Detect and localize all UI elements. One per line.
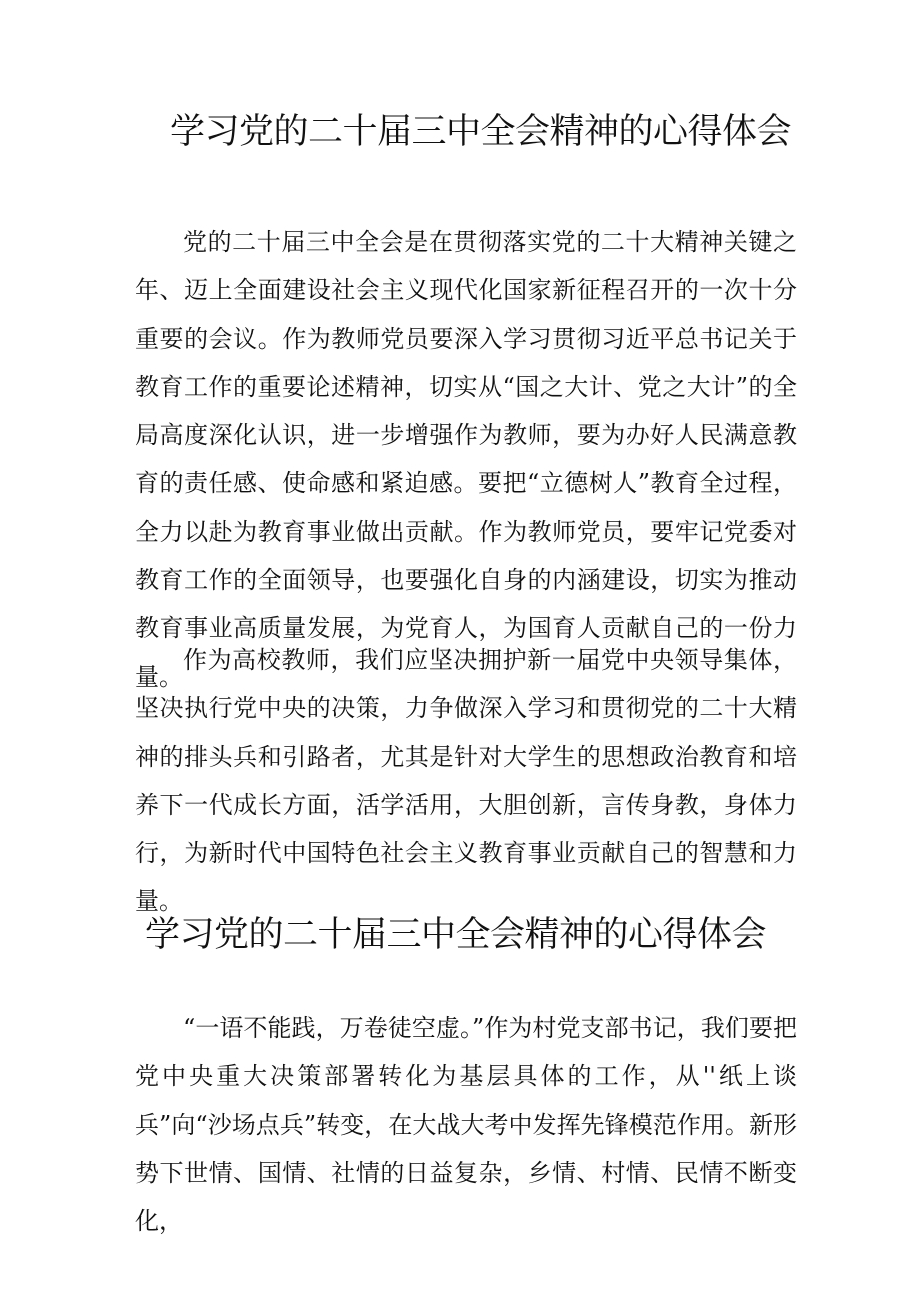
- article-paragraph: “一语不能践，万卷徒空虚。”作为村党支部书记，我们要把党中央重大决策部署转化为基层具体的工作，从''纸上谈兵”向“沙场点兵”转变，在大战大考中发挥先锋模范作用。新形势下世情、国情、社情的日益复杂，乡情、村情、民情不断变化，: [135, 1014, 797, 1236]
- article-title: 学习党的二十届三中全会精神的心得体会: [145, 915, 767, 955]
- article-paragraph: 作为高校教师，我们应坚决拥护新一届党中央领导集体，坚决执行党中央的决策，力争做深入学习和贯彻党的二十大精神的排头兵和引路者，尤其是针对大学生的思想政治教育和培养下一代成长方面，活学活用，大胆创新，言传身教，身体力行，为新时代中国特色社会主义教育事业贡献自己的智慧和力量。: [135, 646, 797, 916]
- article-title: 学习党的二十届三中全会精神的心得体会: [170, 112, 792, 152]
- article-paragraph: 党的二十届三中全会是在贯彻落实党的二十大精神关键之年、迈上全面建设社会主义现代化国家新征程召开的一次十分重要的会议。作为教师党员要深入学习贯彻习近平总书记关于教育工作的重要论述精神，切实从“国之大计、党之大计”的全局高度深化认识，进一步增强作为教师，要为办好人民满意教育的责任感、使命感和紧迫感。要把“立德树人”教育全过程，全力以赴为教育事业做出贡献。作为教师党员，要牢记党委对教育工作的全面领导，也要强化自身的内涵建设，切实为推动教育事业高质量发展，为党育人，为国育人贡献自己的一份力量。: [135, 228, 797, 691]
